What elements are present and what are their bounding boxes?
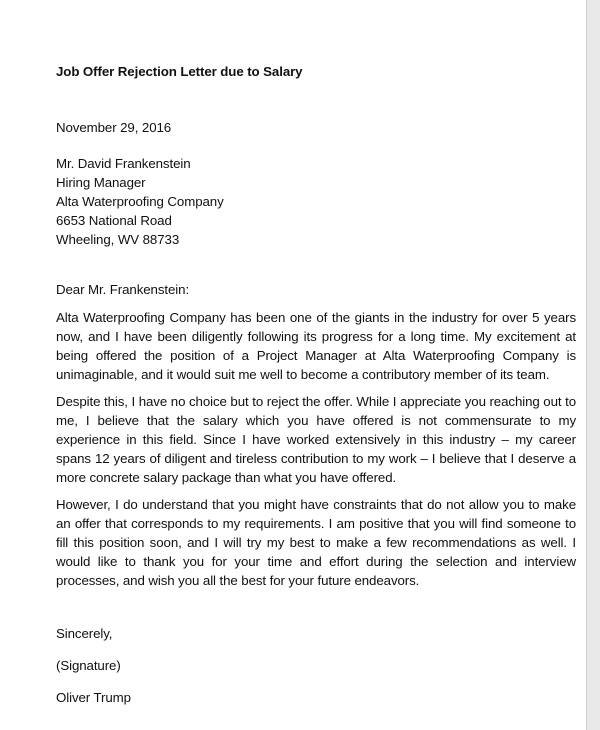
paragraph-1: Alta Waterproofing Company has been one of the giants in the industry for over 5 years now, and I have been diligently following its progress for a long time. My excitement at being offered the position of a Project Manager at Alta Waterproofing Company is unimaginable, and it would suit me well to become a contributory member of its team. [56,310,576,382]
closing: Sincerely, [56,626,113,641]
page-edge [586,0,600,730]
recipient-company: Alta Waterproofing Company [56,194,224,209]
recipient-address [56,154,576,249]
paragraph-3: However, I do understand that you might have constraints that do not allow you to make an offer that corresponds to my requirements. I am positive that you will find someone to fill this position soon, and I will try my best to make a few recommendations as well. I would like to thank you for your time and effort during the selection and interview processes, and wish you all the best for your future endeavors. [56,497,576,588]
recipient-position: Hiring Manager [56,175,146,190]
recipient-street: 6653 National Road [56,213,172,228]
recipient-city: Wheeling, WV 88733 [56,232,180,247]
letter-body [56,62,576,707]
sender-name: Oliver Trump [56,690,131,705]
letter-title: Job Offer Rejection Letter due to Salary [56,64,303,79]
recipient-name: Mr. David Frankenstein [56,156,191,171]
letter-date: November 29, 2016 [56,120,172,135]
signature-placeholder: (Signature) [56,658,121,673]
salutation: Dear Mr. Frankenstein: [56,282,190,297]
paragraph-2: Despite this, I have no choice but to reject the offer. While I appreciate you reaching out to me, I believe that the salary which you have offered is not commensurate to my experience in this field. Since I have worked extensively in this industry – my career spans 12 years of diligent and tireless contribution to my work – I believe that I deserve a more concrete salary package than what you have offered. [56,394,576,485]
